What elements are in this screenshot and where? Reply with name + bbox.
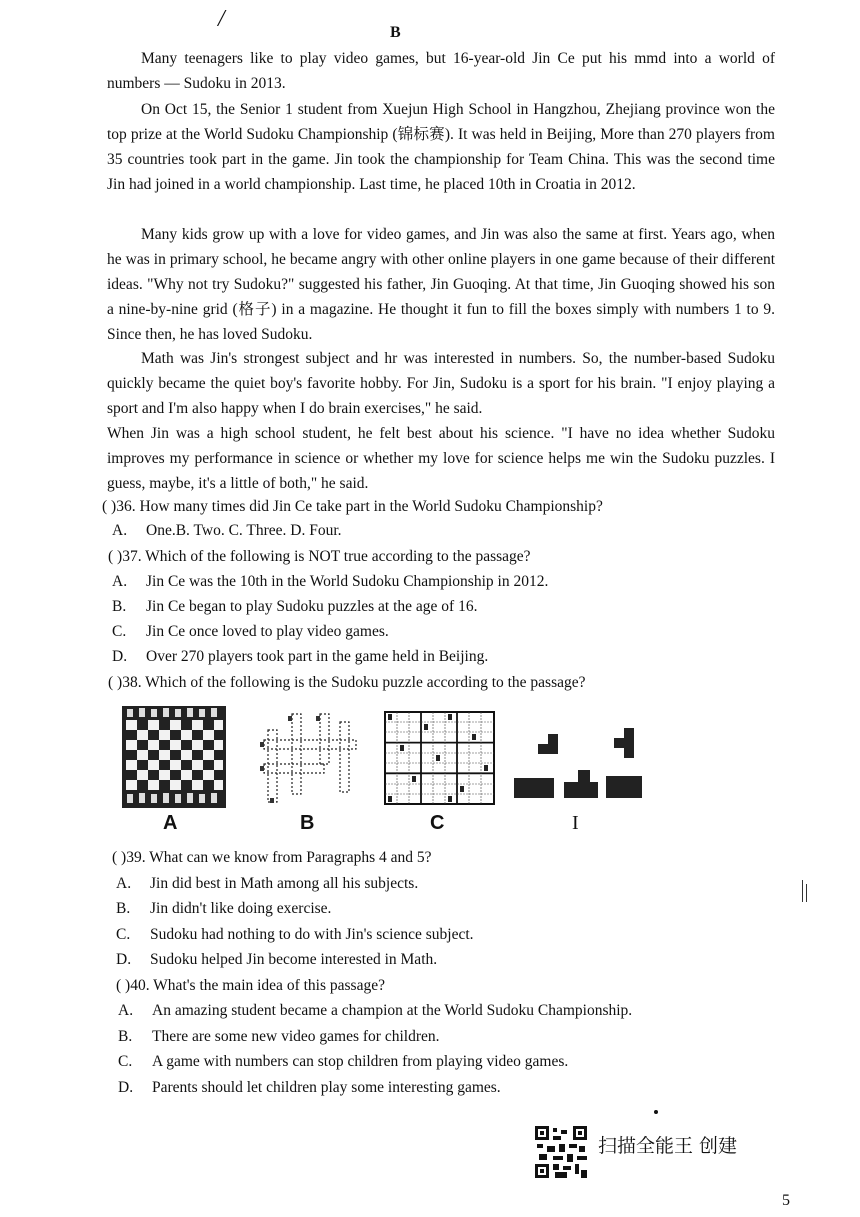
question-text: )37. Which of the following is NOT true according to the passage? [117,548,531,565]
question-39-option-b[interactable] [116,898,331,920]
question-40-option-b[interactable] [118,1026,440,1048]
qr-code-icon [535,1126,587,1178]
option-letter: A. [112,573,128,590]
question-39-option-a[interactable] [116,873,418,895]
image-label-d: I [572,812,579,834]
question-39 [112,847,432,869]
image-label-a: A [163,812,178,834]
question-36-options [112,520,342,542]
question-37-option-d[interactable] [112,646,488,668]
option-text[interactable]: One.B. Two. C. Three. D. Four. [146,522,342,539]
image-option-b-crossword[interactable] [258,712,358,806]
question-text: 36. How many times did Jin Ce take part in the World Sudoku Championship? [116,498,603,515]
question-text: )38. Which of the following is the Sudoku puzzle according to the passage? [117,674,586,691]
option-text: There are some new video games for children. [152,1028,440,1045]
option-letter: D. [116,951,132,968]
image-label-b: B [300,812,315,834]
question-37-option-a[interactable] [112,571,548,593]
option-letter: D. [112,648,128,665]
section-label: B [390,24,401,41]
option-letter: A. [118,1002,134,1019]
option-letter: B. [118,1028,133,1045]
option-text: An amazing student became a champion at the World Sudoku Championship. [152,1002,633,1019]
answer-blank[interactable]: ( [108,674,118,691]
option-letter: A. [116,875,132,892]
answer-blank[interactable]: ( [108,548,118,565]
option-text: Sudoku helped Jin become interested in Math. [150,951,438,968]
question-37 [108,546,531,568]
question-37-option-c[interactable] [112,621,389,643]
question-39-option-d[interactable] [116,949,437,971]
option-text: Jin didn't like doing exercise. [150,900,332,917]
question-40-option-c[interactable] [118,1051,568,1073]
answer-blank[interactable]: ( [112,849,122,866]
option-text: Over 270 players took part in the game held in Beijing. [146,648,489,665]
scan-dot [654,1110,658,1114]
option-letter: D. [118,1079,134,1096]
answer-blank[interactable]: ( ) [102,498,117,515]
scan-mark [806,884,807,902]
question-38 [108,672,586,694]
question-39-option-c[interactable] [116,924,474,946]
option-text: Jin Ce began to play Sudoku puzzles at the age of 16. [146,598,478,615]
scan-mark [802,880,803,902]
option-text: Jin did best in Math among all his subjects. [150,875,419,892]
page-number: 5 [782,1192,790,1209]
answer-blank[interactable]: ( [116,977,126,994]
question-36 [102,496,603,518]
option-text: Sudoku had nothing to do with Jin's science subject. [150,926,474,943]
option-letter: C. [116,926,131,943]
passage-paragraph-2: On Oct 15, the Senior 1 student from Xuejun High School in Hangzhou, Zhejiang province won the top prize at the World Sudoku Championship (锦标赛). It was held in Beijing, More than 270 players from 35 countries took part in the game. Jin took the championship for Team China. This was the second time Jin had joined in a world championship. Last time, he placed 10th in Croatia in 2012. [107,101,775,193]
passage-paragraph-5: When Jin was a high school student, he felt best about his science. "I have no idea whether Sudoku improves my performance in science or whether my love for science helps me win the Sudoku puzzles. I guess, maybe, it's a little of both," he said. [107,425,775,492]
image-option-a-checkerboard[interactable] [122,706,226,808]
option-text: Parents should let children play some interesting games. [152,1079,501,1096]
question-40 [116,975,385,997]
question-37-option-b[interactable] [112,596,477,618]
image-option-d-tetris[interactable] [512,726,644,802]
stray-mark: / [218,6,225,32]
question-40-option-a[interactable] [118,1000,632,1022]
option-letter: C. [112,623,127,640]
question-text: )40. What's the main idea of this passage? [125,977,385,994]
image-option-c-sudoku-grid[interactable] [384,711,495,805]
option-text: Jin Ce was the 10th in the World Sudoku Championship in 2012. [146,573,549,590]
option-letter: A. [112,522,128,539]
watermark-text: 扫描全能王 创建 [598,1135,738,1157]
question-text: )39. What can we know from Paragraphs 4 and 5? [121,849,432,866]
question-40-option-d[interactable] [118,1077,501,1099]
option-letter: C. [118,1053,133,1070]
option-text: A game with numbers can stop children from playing video games. [152,1053,569,1070]
option-letter: B. [116,900,131,917]
passage-paragraph-3: Many kids grow up with a love for video games, and Jin was also the same at first. Years ago, when he was in primary school, he became angry with other online players in one game because of their different ideas. "Why not try Sudoku?" suggested his father, Jin Guoqing. At that time, Jin Guoqing showed his son a nine-by-nine grid (格子) in a magazine. He thought it fun to fill the boxes simply with numbers 1 to 9. Since then, he has loved Sudoku. [107,226,775,343]
passage-paragraph-1: Many teenagers like to play video games, but 16-year-old Jin Ce put his mmd into a world of numbers — Sudoku in 2013. [107,50,775,92]
image-label-c: C [430,812,445,834]
option-letter: B. [112,598,127,615]
option-text: Jin Ce once loved to play video games. [146,623,389,640]
passage-paragraph-4: Math was Jin's strongest subject and hr was interested in numbers. So, the number-based Sudoku quickly became the quiet boy's favorite hobby. For Jin, Sudoku is a sport for his brain. "I enjoy playing a sport and I'm also happy when I do brain exercises," he said. [107,350,775,417]
